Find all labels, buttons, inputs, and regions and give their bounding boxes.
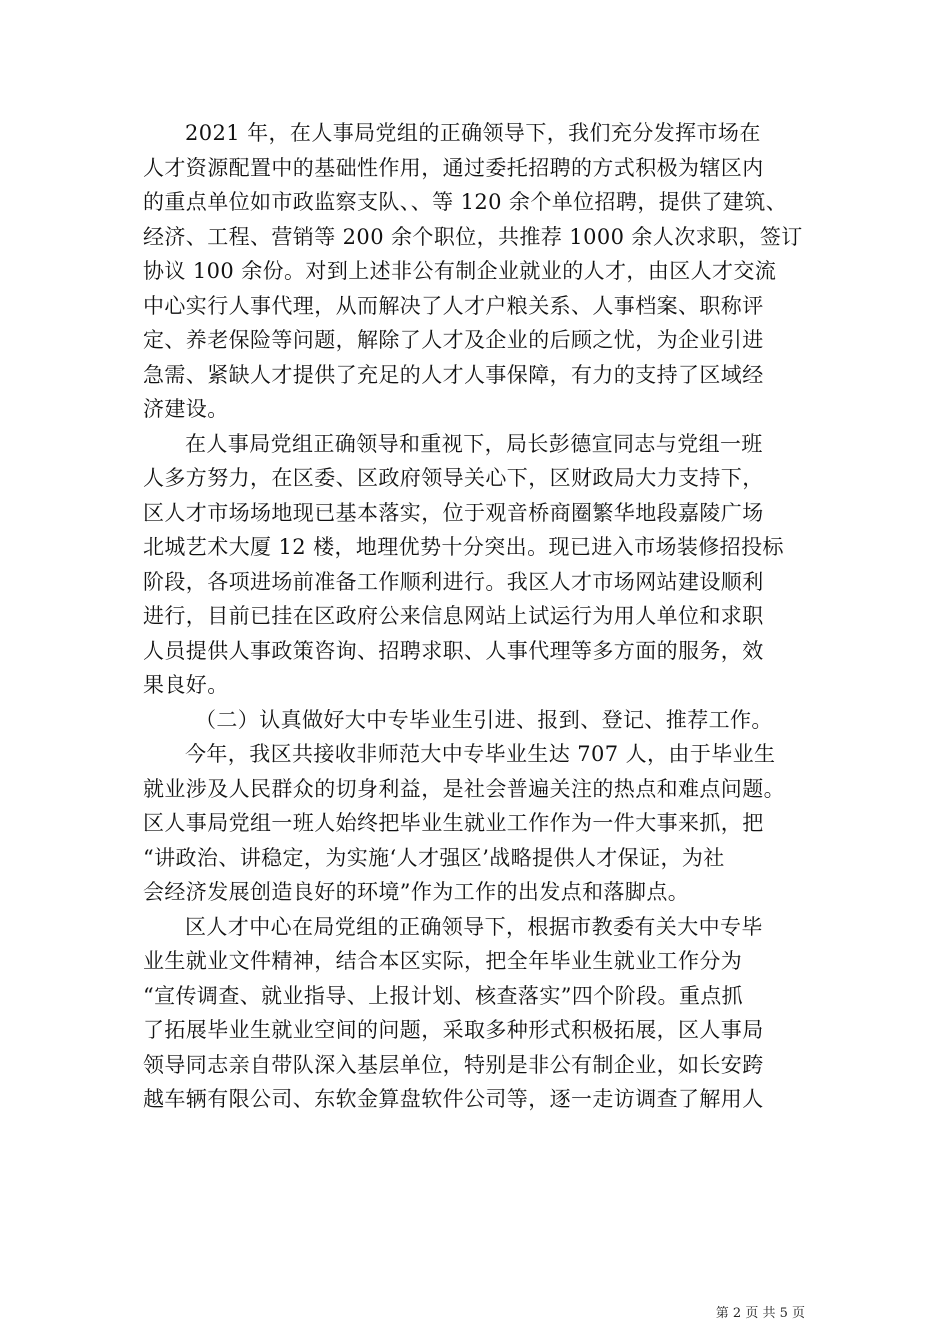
text-line: 领导同志亲自带队深入基层单位，特别是非公有制企业，如长安跨 bbox=[143, 1052, 764, 1077]
text-line: “讲政治、讲稳定，为实施‘人才强区’战略提供人才保证，为社 bbox=[143, 845, 725, 870]
text-line: 业生就业文件精神，结合本区实际，把全年毕业生就业工作分为 bbox=[143, 949, 743, 973]
text-line: 果良好。 bbox=[143, 673, 229, 697]
text-line: 区人事局党组一班人始终把毕业生就业工作作为一件大事来抓，把 bbox=[143, 811, 764, 835]
paragraph-2 bbox=[143, 427, 813, 703]
paragraph-1 bbox=[143, 116, 813, 427]
text-line: 了拓展毕业生就业空间的问题，采取多种形式积极拓展，区人事局 bbox=[143, 1018, 764, 1042]
section-heading bbox=[143, 703, 813, 738]
text-line: 人员提供人事政策咨询、招聘求职、人事代理等多方面的服务，效 bbox=[143, 638, 764, 663]
text-line: 越车辆有限公司、东软金算盘软件公司等，逐一走访调查了解用人 bbox=[143, 1087, 764, 1111]
text-line: 中心实行人事代理，从而解决了人才户粮关系、人事档案、职称评 bbox=[143, 293, 764, 318]
text-line: 阶段，各项进场前准备工作顺利进行。我区人才市场网站建设顺利 bbox=[143, 569, 764, 594]
text-line: 会经济发展创造良好的环境”作为工作的出发点和落脚点。 bbox=[143, 880, 690, 904]
text-line: 经济、工程、营销等 200 余个职位，共推荐 1000 余人次求职，签订 bbox=[143, 224, 803, 249]
text-line: 进行，目前已挂在区政府公来信息网站上试运行为用人单位和求职 bbox=[143, 604, 764, 628]
text-line: 急需、紧缺人才提供了充足的人才人事保障，有力的支持了区域经 bbox=[143, 362, 764, 387]
text-line: 区人才市场场地现已基本落实，位于观音桥商圈繁华地段嘉陵广场 bbox=[143, 500, 764, 525]
text-line: 2021 年，在人事局党组的正确领导下，我们充分发挥市场在 bbox=[185, 121, 761, 145]
text-line: 济建设。 bbox=[143, 397, 229, 421]
page-number: 第 2 页 共 5 页 bbox=[715, 1306, 805, 1321]
text-line: 在人事局党组正确领导和重视下，局长彭德宣同志与党组一班 bbox=[185, 431, 763, 456]
section-heading-text: （二）认真做好大中专毕业生引进、报到、登记、推荐工作。 bbox=[195, 707, 773, 732]
text-line: 协议 100 余份。对到上述非公有制企业就业的人才，由区人才交流 bbox=[143, 259, 777, 283]
text-line: 人多方努力，在区委、区政府领导关心下，区财政局大力支持下， bbox=[143, 466, 764, 490]
text-line: 就业涉及人民群众的切身利益，是社会普遍关注的热点和难点问题。 bbox=[143, 776, 785, 801]
paragraph-4 bbox=[143, 910, 813, 1117]
paragraph-3 bbox=[143, 737, 813, 910]
text-line: 人才资源配置中的基础性作用，通过委托招聘的方式积极为辖区内 bbox=[143, 155, 764, 180]
text-line: “宣传调查、就业指导、上报计划、核查落实”四个阶段。重点抓 bbox=[143, 983, 744, 1008]
text-line: 的重点单位如市政监察支队、、等 120 余个单位招聘，提供了建筑、 bbox=[143, 190, 788, 214]
text-line: 区人才中心在局党组的正确领导下，根据市教委有关大中专毕 bbox=[185, 914, 763, 939]
text-line: 北城艺术大厦 12 楼，地理优势十分突出。现已进入市场装修招投标 bbox=[143, 535, 784, 559]
document-body bbox=[143, 116, 813, 1117]
text-line: 今年，我区共接收非师范大中专毕业生达 707 人，由于毕业生 bbox=[185, 742, 776, 766]
text-line: 定、养老保险等问题，解除了人才及企业的后顾之忧，为企业引进 bbox=[143, 328, 764, 352]
